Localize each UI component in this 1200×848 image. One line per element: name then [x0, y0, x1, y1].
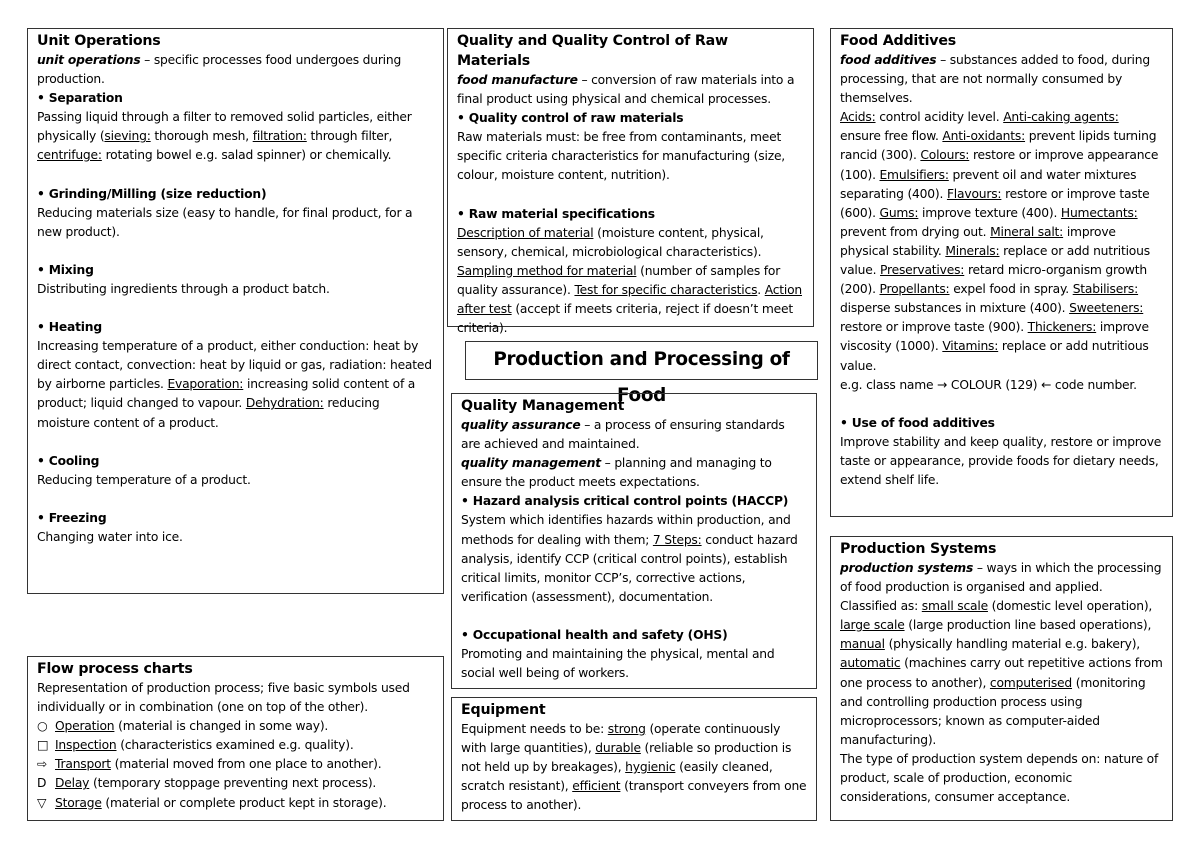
production-systems-closing: The type of production system depends on: nature of product, scale of production, economic considerations, consumer acceptance.: [840, 751, 1159, 805]
flow-charts-intro: Representation of production process; five basic symbols used individually or in combination (one on top of the other).: [37, 681, 410, 715]
flow-charts-title: Flow process charts: [37, 661, 193, 677]
definition-term: food manufacture: [457, 73, 578, 87]
definition-text: – specific processes food undergoes during production.: [37, 53, 402, 87]
term-evaporation: Evaporation:: [167, 377, 244, 392]
text: (transport conveyers from one process to another).: [461, 779, 807, 813]
additive-term: Vitamins:: [942, 339, 999, 354]
term-small-scale: small scale: [921, 599, 988, 614]
text: Passing liquid through a filter to removed solid particles, either physically (: [37, 110, 412, 144]
mixing-heading: • Mixing: [37, 262, 94, 277]
additive-term: Emulsifiers:: [879, 167, 949, 182]
freezing-text: Changing water into ice.: [37, 529, 183, 544]
production-systems-box: [830, 536, 1173, 821]
unit-operations-title: Unit Operations: [37, 33, 161, 49]
page-title: Production and Processing of Food: [465, 341, 818, 380]
text: thorough mesh,: [150, 129, 253, 144]
text: (physically handling material e.g. bakery),: [884, 637, 1141, 652]
definition-text: – conversion of raw materials into a final product using physical and chemical processes.: [457, 73, 795, 107]
term-test: Test for specific characteristics: [574, 282, 758, 297]
definition-text: – a process of ensuring standards are achieved and maintained.: [461, 418, 785, 452]
additive-text: control acidity level.: [875, 110, 1004, 125]
definition-term: unit operations: [37, 53, 141, 67]
production-systems-title: Production Systems: [840, 541, 997, 557]
flow-symbol-item: [37, 736, 434, 755]
additive-list: [840, 108, 1163, 375]
production-systems-definition: [840, 559, 1163, 597]
food-additives-definition: [840, 51, 1163, 108]
text: (accept if meets criteria, reject if doesn’t meet criteria).: [457, 302, 793, 336]
equipment-box: [451, 697, 817, 821]
additive-term: Acids:: [840, 110, 876, 125]
additive-term: Propellants:: [879, 282, 950, 297]
additive-term: Humectants:: [1060, 205, 1138, 220]
definition-text: – planning and managing to ensure the product meets expectations.: [461, 456, 772, 490]
raw-material-spec-text: [457, 224, 804, 339]
symbol-text: (material is changed in some way).: [114, 719, 329, 734]
additive-term: Minerals:: [945, 243, 1000, 258]
text: Equipment needs to be:: [461, 722, 608, 736]
haccp-text: [461, 511, 807, 606]
definition-term: food additives: [840, 53, 937, 67]
definition-text: – substances added to food, during processing, that are not normally consumed by themselves.: [840, 53, 1150, 106]
text: Classified as:: [840, 599, 922, 614]
additive-term: Flavours:: [946, 186, 1002, 201]
food-additives-title: Food Additives: [840, 33, 957, 49]
quality-management-title: Quality Management: [461, 398, 625, 414]
symbol-label: Operation: [55, 719, 115, 734]
delay-d-icon: D: [37, 776, 47, 791]
additive-term: Anti-caking agents:: [1003, 110, 1119, 125]
symbol-label: Delay: [55, 776, 90, 791]
additive-term: Gums:: [879, 205, 919, 220]
text: Increasing temperature of a product, either conduction: heat by direct contact, convection: heat by liquid or gas, radiation: heated by airborne particles.: [37, 339, 432, 392]
term-filtration: filtration:: [252, 129, 307, 144]
additive-text: replace or add nutritious value.: [840, 243, 1150, 278]
text: (number of samples for quality assurance).: [457, 263, 781, 297]
square-icon: □: [37, 738, 49, 753]
arrow-right-icon: ⇨: [37, 757, 48, 772]
food-additives-box: [830, 28, 1173, 517]
term-efficient: efficient: [572, 779, 621, 794]
text: System which identifies hazards within production, and methods for dealing with them;: [461, 513, 791, 547]
triangle-down-icon: ▽: [37, 795, 47, 810]
term-strong: strong: [607, 722, 646, 736]
haccp-heading: • Hazard analysis critical control points (HACCP): [461, 494, 789, 509]
text: (moisture content, physical, sensory, chemical, microbiological characteristics).: [457, 225, 764, 259]
quality-management-box: [451, 393, 817, 689]
term-large-scale: large scale: [840, 618, 905, 633]
text: (easily cleaned, scratch resistant),: [461, 760, 773, 794]
grinding-heading: • Grinding/Milling (size reduction): [37, 186, 267, 201]
equipment-title: Equipment: [461, 702, 546, 718]
term-automatic: automatic: [840, 656, 901, 671]
flow-symbol-item: [37, 755, 434, 774]
separation-heading: • Separation: [37, 91, 123, 106]
text: (reliable so production is not held up by breakages),: [461, 741, 792, 775]
additive-text: improve physical stability.: [840, 224, 1116, 258]
term-action: Action after test: [457, 282, 803, 317]
quality-assurance-definition: [461, 416, 807, 454]
raw-material-spec-heading: • Raw material specifications: [457, 206, 655, 221]
symbol-text: (temporary stoppage preventing next process).: [89, 776, 377, 791]
symbol-text: (characteristics examined e.g. quality).: [116, 738, 354, 753]
equipment-text: [461, 720, 807, 815]
text: conduct hazard analysis, identify CCP (critical control points), establish critical limits, monitor CCP’s, corrective actions, verification (assessment), documentation.: [461, 532, 798, 604]
term-computerised: computerised: [989, 675, 1073, 690]
additive-text: prevent oil and water mixtures separating (400).: [840, 167, 1137, 201]
text: (domestic level operation),: [987, 599, 1153, 614]
text: (machines carry out repetitive actions from one process to another),: [840, 656, 1163, 690]
additive-term: Mineral salt:: [990, 224, 1064, 239]
text: rotating bowel e.g. salad spinner) or chemically.: [101, 148, 392, 163]
additive-text: restore or improve taste (600).: [840, 186, 1150, 220]
symbol-text: (material moved from one place to another).: [110, 757, 382, 772]
production-systems-classification: [840, 597, 1163, 750]
unit-operations-box: [27, 28, 444, 594]
definition-term: quality assurance: [461, 418, 581, 432]
quality-control-box: [447, 28, 814, 336]
additive-example: e.g. class name → COLOUR (129) ← code number.: [840, 377, 1137, 392]
text: (large production line based operations),: [904, 618, 1152, 633]
flow-symbol-item: [37, 717, 434, 736]
definition-text: – ways in which the processing of food production is organised and applied.: [840, 561, 1162, 595]
symbol-label: Inspection: [55, 738, 117, 753]
additive-term: Anti-oxidants:: [942, 129, 1026, 144]
separation-text: [37, 108, 434, 165]
additive-text: disperse substances in mixture (400).: [840, 301, 1070, 316]
use-of-additives-text: Improve stability and keep quality, restore or improve taste or appearance, provide foods for dietary needs, extend shelf life.: [840, 434, 1162, 487]
term-7-steps: 7 Steps:: [652, 532, 702, 547]
freezing-heading: • Freezing: [37, 510, 107, 525]
additive-text: replace or add nutritious value.: [840, 339, 1149, 373]
symbol-label: Transport: [55, 757, 111, 772]
mixing-text: Distributing ingredients through a product batch.: [37, 281, 330, 296]
additive-term: Colours:: [920, 148, 970, 163]
qc-raw-materials-text: Raw materials must: be free from contaminants, meet specific criteria characteristics for manufacturing (size, colour, moisture content, nutrition).: [457, 130, 786, 183]
term-durable: durable: [595, 741, 641, 756]
additive-term: Thickeners:: [1027, 320, 1097, 335]
additive-term: Preservatives:: [880, 263, 965, 278]
additive-text: prevent lipids turning rancid (300).: [840, 129, 1157, 163]
text: (monitoring and controlling production process using microprocessors; known as computer-aided manufacturing).: [840, 675, 1146, 747]
additive-term: Sweeteners:: [1069, 301, 1144, 316]
additive-text: restore or improve appearance (100).: [840, 148, 1159, 182]
heating-text: [37, 337, 434, 432]
additive-text: ensure free flow.: [840, 129, 943, 144]
cooling-text: Reducing temperature of a product.: [37, 472, 251, 487]
cooling-heading: • Cooling: [37, 453, 100, 468]
symbol-label: Storage: [55, 795, 102, 810]
additive-text: retard micro-organism growth (200).: [840, 263, 1147, 297]
term-dehydration: Dehydration:: [245, 396, 324, 411]
ohs-text: Promoting and maintaining the physical, mental and social well being of workers.: [461, 647, 775, 681]
grinding-text: Reducing materials size (easy to handle, for final product, for a new product).: [37, 205, 413, 239]
definition-term: quality management: [461, 456, 601, 471]
term-description: Description of material: [457, 225, 594, 240]
term-sampling: Sampling method for material: [457, 263, 637, 278]
text: increasing solid content of a product; liquid changed to vapour.: [37, 377, 416, 411]
term-sieving: sieving:: [104, 129, 151, 144]
flow-symbol-item: [37, 774, 434, 793]
symbol-text: (material or complete product kept in storage).: [101, 795, 387, 810]
additive-text: expel food in spray.: [949, 282, 1073, 297]
term-hygienic: hygienic: [625, 760, 676, 775]
definition-term: production systems: [840, 561, 974, 575]
additive-text: prevent from drying out.: [840, 224, 991, 239]
flow-symbol-item: [37, 794, 434, 813]
qc-raw-materials-heading: • Quality control of raw materials: [457, 111, 684, 126]
heating-heading: • Heating: [37, 320, 102, 335]
circle-icon: ○: [37, 719, 48, 734]
text: reducing moisture content of a product.: [37, 396, 380, 430]
quality-control-title: Quality and Quality Control of Raw Materials: [457, 33, 728, 69]
additive-text: restore or improve taste (900).: [840, 320, 1028, 335]
unit-operations-definition: [37, 51, 434, 89]
flow-process-charts-box: [27, 656, 444, 821]
quality-management-definition: [461, 454, 807, 492]
term-manual: manual: [840, 637, 885, 652]
use-of-additives-heading: • Use of food additives: [840, 415, 995, 430]
term-centrifuge: centrifuge:: [37, 148, 102, 163]
additive-text: improve texture (400).: [918, 205, 1061, 220]
text: through filter,: [306, 129, 393, 144]
additive-text: improve viscosity (1000).: [840, 320, 1149, 354]
text: .: [757, 282, 765, 297]
ohs-heading: • Occupational health and safety (OHS): [461, 627, 728, 642]
text: (operate continuously with large quantities),: [461, 722, 781, 756]
additive-term: Stabilisers:: [1072, 282, 1139, 297]
food-manufacture-definition: [457, 71, 804, 109]
